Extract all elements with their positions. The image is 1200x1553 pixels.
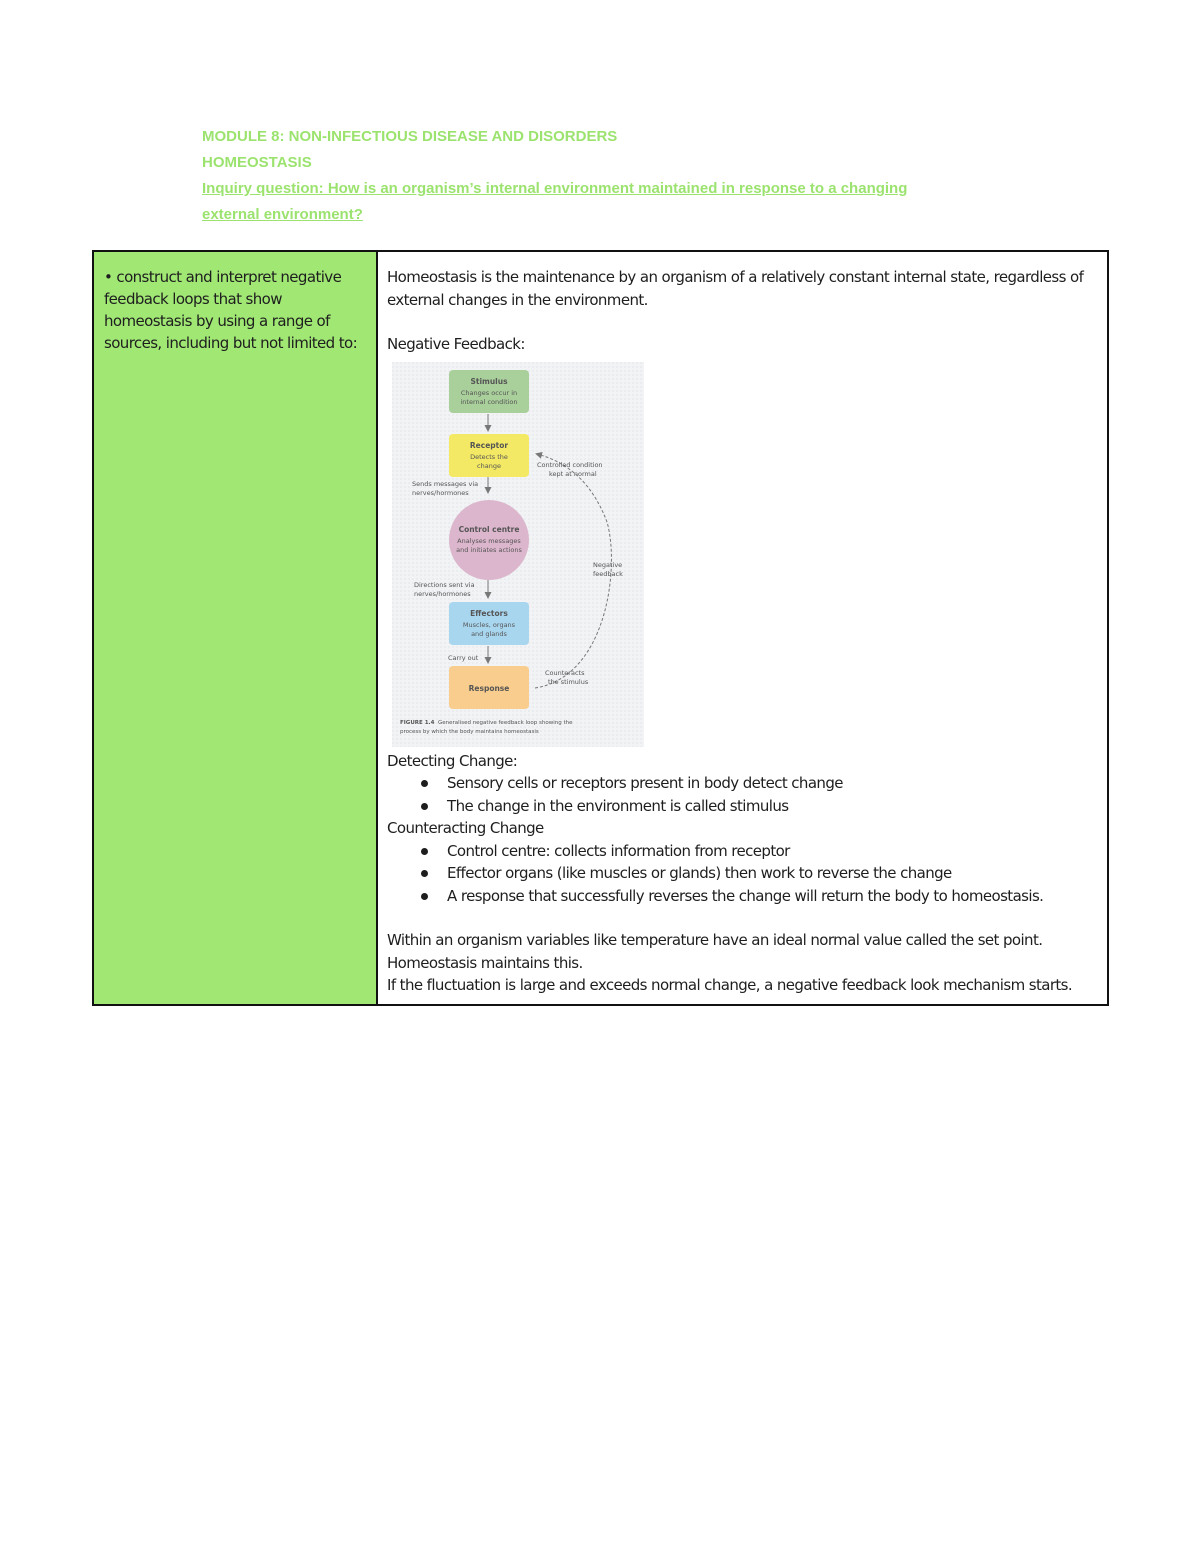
negative-feedback-label-2: feedback: [593, 569, 623, 578]
negative-feedback-label-1: Negative: [593, 560, 623, 569]
control-centre-sub-1: Analyses messages: [457, 536, 521, 545]
list-item: Effector organs (like muscles or glands) then work to reverse the change: [447, 862, 1097, 885]
control-centre-title: Control centre: [458, 524, 520, 534]
notes-table: [92, 250, 1109, 1006]
syllabus-cell: [93, 251, 377, 1005]
list-item: The change in the environment is called stimulus: [447, 795, 1097, 818]
list-item: Sensory cells or receptors present in body detect change: [447, 772, 1097, 795]
receptor-sub-1: Detects the: [470, 452, 508, 461]
negative-feedback-figure: [392, 362, 644, 747]
control-centre-sub-2: and initiates actions: [456, 545, 522, 554]
carry-out-label: Carry out: [448, 653, 479, 662]
controlled-condition-label-1: Controlled condition: [537, 460, 603, 469]
set-point-line-1: Within an organism variables like temperature have an ideal normal value called the set point.: [387, 931, 1043, 949]
stimulus-sub-2: internal condition: [460, 397, 518, 406]
sends-messages-label-2: nerves/hormones: [412, 488, 469, 497]
negative-feedback-heading: Negative Feedback:: [387, 335, 525, 353]
response-title: Response: [468, 683, 510, 693]
inquiry-question-line-2: external environment?: [202, 206, 363, 223]
feedback-loop-diagram: [392, 362, 644, 747]
topic-title: HOMEOSTASIS: [202, 154, 312, 171]
homeostasis-definition: Homeostasis is the maintenance by an organism of a relatively constant internal state, regardless of external changes in the environment.: [387, 268, 1084, 309]
stimulus-title: Stimulus: [470, 376, 508, 386]
syllabus-point: • construct and interpret negative feedback loops that show homeostasis by using a range of sources, including but not limited to:: [104, 268, 358, 352]
figure-caption-label: FIGURE 1.4: [400, 719, 435, 726]
counteracts-label-1: Counteracts: [545, 668, 585, 677]
inquiry-question-line-1: Inquiry question: How is an organism’s internal environment maintained in response to a changing: [202, 180, 908, 197]
directions-label-1: Directions sent via: [414, 580, 475, 589]
set-point-line-2: Homeostasis maintains this.: [387, 953, 583, 972]
counteracting-change-heading: Counteracting Change: [387, 819, 544, 837]
detecting-change-list: [387, 772, 1097, 817]
sends-messages-label-1: Sends messages via: [412, 479, 479, 488]
counteracting-change-list: [387, 840, 1097, 908]
figure-caption-line-1: Generalised negative feedback loop showing the: [438, 719, 573, 726]
directions-label-2: nerves/hormones: [414, 589, 471, 598]
controlled-condition-label-2: kept at normal: [549, 469, 597, 478]
table-row: [93, 251, 1108, 1005]
counteracts-label-2: the stimulus: [548, 677, 589, 686]
figure-caption-line-2: process by which the body maintains homeostasis: [400, 728, 539, 735]
module-title: MODULE 8: NON-INFECTIOUS DISEASE AND DISORDERS: [202, 128, 618, 145]
effectors-title: Effectors: [470, 608, 508, 618]
effectors-sub-1: Muscles, organs: [462, 620, 516, 629]
list-item: Control centre: collects information from receptor: [447, 840, 1097, 863]
receptor-title: Receptor: [469, 440, 509, 450]
notes-cell: [377, 251, 1108, 1005]
list-item: A response that successfully reverses the change will return the body to homeostasis.: [447, 885, 1097, 908]
document-header: [202, 124, 982, 228]
stimulus-sub-1: Changes occur in: [460, 388, 518, 397]
detecting-change-heading: Detecting Change:: [387, 751, 518, 770]
set-point-line-3: If the fluctuation is large and exceeds normal change, a negative feedback look mechanism starts.: [387, 976, 1073, 994]
effectors-sub-2: and glands: [471, 629, 507, 638]
receptor-sub-2: change: [477, 461, 501, 470]
